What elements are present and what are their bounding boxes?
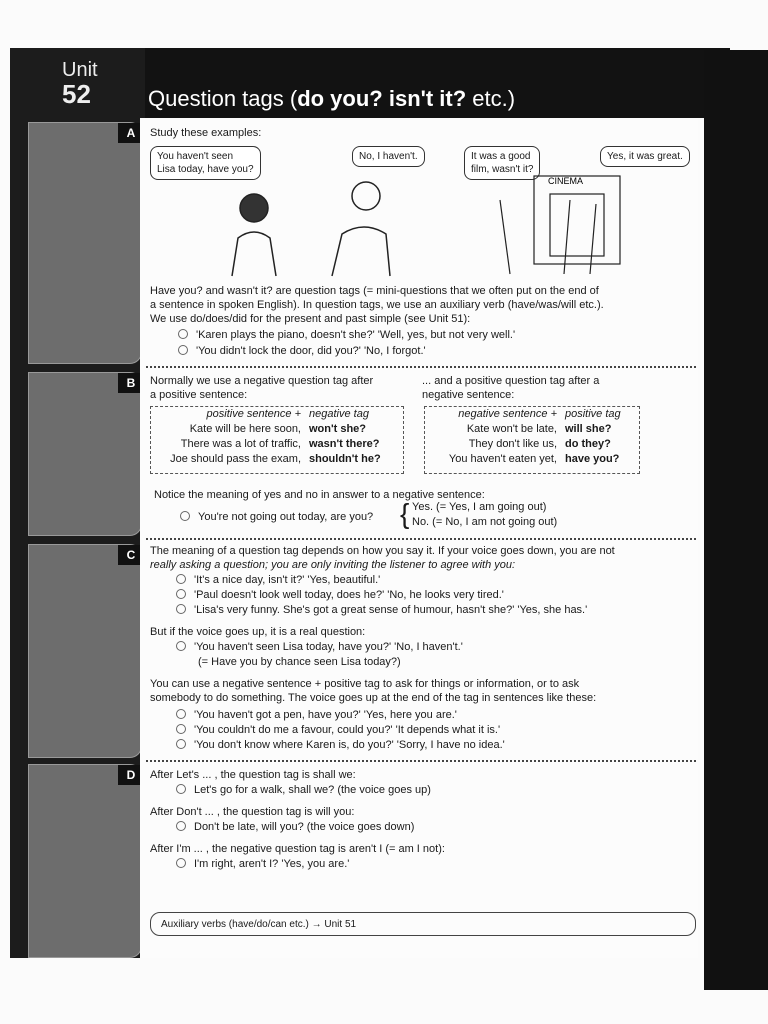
unit-label [62,60,98,108]
bullet-icon [176,784,186,794]
d-para-1: After Let's ... , the question tag is shall we: [150,769,356,781]
speech-bubble-3: It was a good film, wasn't it? [464,146,540,180]
a-example-2: 'You didn't lock the door, did you?' 'No, I forgot.' [178,344,426,358]
a-example-1: 'Karen plays the piano, doesn't she?' 'Well, yes, but not very well.' [178,328,515,342]
c-para-line-4: You can use a negative sentence + positive tag to ask for things or information, or to ask [150,678,580,690]
section-divider [146,538,696,540]
bullet-icon [176,589,186,599]
d-example-1: Let's go for a walk, shall we? (the voice goes up) [176,783,431,797]
a-para-line-3: We use do/does/did for the present and past simple (see Unit 51): [150,313,471,325]
table-row: You haven't eaten yet, have you? [448,453,620,465]
b-example: You're not going out today, are you? [180,510,373,524]
b-yes-answer: Yes. (= Yes, I am going out) [412,501,547,513]
bullet-icon [176,709,186,719]
cinema-illustration [500,176,620,274]
table-row: There was a lot of traffic, wasn't there? [180,438,380,450]
unit-number: 52 [62,79,91,109]
b-right-line-1: ... and a positive question tag after a [422,375,600,387]
woman-illustration [332,182,390,276]
speech-bubble-4: Yes, it was great. [600,146,690,167]
a-intro: Study these examples: [150,127,262,139]
b-right-line-2: negative sentence: [422,389,515,401]
c-para-line-3: But if the voice goes up, it is a real question: [150,626,366,638]
speech-bubble-1: You haven't seen Lisa today, have you? [150,146,261,180]
bullet-icon [180,511,190,521]
b-left-line-1: Normally we use a negative question tag after [150,375,374,387]
cinema-sign: CINEMA [548,176,584,186]
d-example-2: Don't be late, will you? (the voice goes down) [176,820,414,834]
bullet-icon [176,739,186,749]
c-example-4: 'You haven't seen Lisa today, have you?' 'No, I haven't.' [176,640,463,654]
bullet-icon [178,345,188,355]
table-row: They don't like us, do they? [468,438,611,450]
section-tab-a[interactable]: A [28,122,142,364]
unit-word: Unit [62,59,98,81]
bullet-icon [176,724,186,734]
b-left-line-2: a positive sentence: [150,389,248,401]
bullet-icon [178,329,188,339]
table-row: Kate won't be late, will she? [466,423,612,435]
section-tab-c[interactable]: C [28,544,142,758]
table-header: negative sentence + positive tag [458,408,621,420]
brace-icon: { [400,498,410,529]
d-example-3: I'm right, aren't I? 'Yes, you are.' [176,857,349,871]
cross-reference-link[interactable]: Auxiliary verbs (have/do/can etc.) → Unit 51 [150,912,696,936]
c-para-line-2: really asking a question; you are only inviting the listener to agree with you: [150,559,516,571]
page-title: Question tags (do you? isn't it? etc.) [148,86,516,111]
b-no-answer: No. (= No, I am not going out) [412,516,558,528]
c-para-line-1: The meaning of a question tag depends on how you say it. If your voice goes down, you are not [150,545,615,557]
section-tab-b[interactable]: B [28,372,142,536]
c-example-4-note: (= Have you by chance seen Lisa today?) [198,656,401,668]
bullet-icon [176,574,186,584]
table-row: Kate will be here soon, won't she? [189,423,367,435]
c-example-6: 'You couldn't do me a favour, could you?' 'It depends what it is.' [176,723,500,737]
c-example-3: 'Lisa's very funny. She's got a great sense of humour, hasn't she?' 'Yes, she has.' [176,603,587,617]
illustration [150,170,698,280]
bullet-icon [176,858,186,868]
bullet-icon [176,821,186,831]
section-divider [146,760,696,762]
speech-bubble-2: No, I haven't. [352,146,425,167]
section-tab-d[interactable]: D [28,764,142,958]
man-illustration [232,194,276,276]
c-example-7: 'You don't know where Karen is, do you?' 'Sorry, I have no idea.' [176,738,505,752]
c-para-line-5: somebody to do something. The voice goes up at the end of the tag in sentences like these: [150,692,597,704]
scan-border-right [704,50,768,990]
a-para-line-1: Have you? and wasn't it? are question tags (= mini-questions that we often put on the end of [150,285,599,297]
c-example-2: 'Paul doesn't look well today, does he?' 'No, he looks very tired.' [176,588,504,602]
a-para-line-2: a sentence in spoken English). In question tags, we use an auxiliary verb (have/was/will etc.). [150,299,604,311]
d-para-3: After I'm ... , the negative question tag is aren't I (= am I not): [150,843,445,855]
b-notice: Notice the meaning of yes and no in answer to a negative sentence: [154,489,485,501]
d-para-2: After Don't ... , the question tag is will you: [150,806,355,818]
bullet-icon [176,604,186,614]
negative-positive-table [424,406,640,474]
section-divider [146,366,696,368]
c-example-5: 'You haven't got a pen, have you?' 'Yes, here you are.' [176,708,457,722]
bullet-icon [176,641,186,651]
table-header: positive sentence + negative tag [206,408,369,420]
c-example-1: 'It's a nice day, isn't it?' 'Yes, beautiful.' [176,573,380,587]
positive-negative-table [150,406,404,474]
table-row: Joe should pass the exam, shouldn't he? [170,453,381,465]
